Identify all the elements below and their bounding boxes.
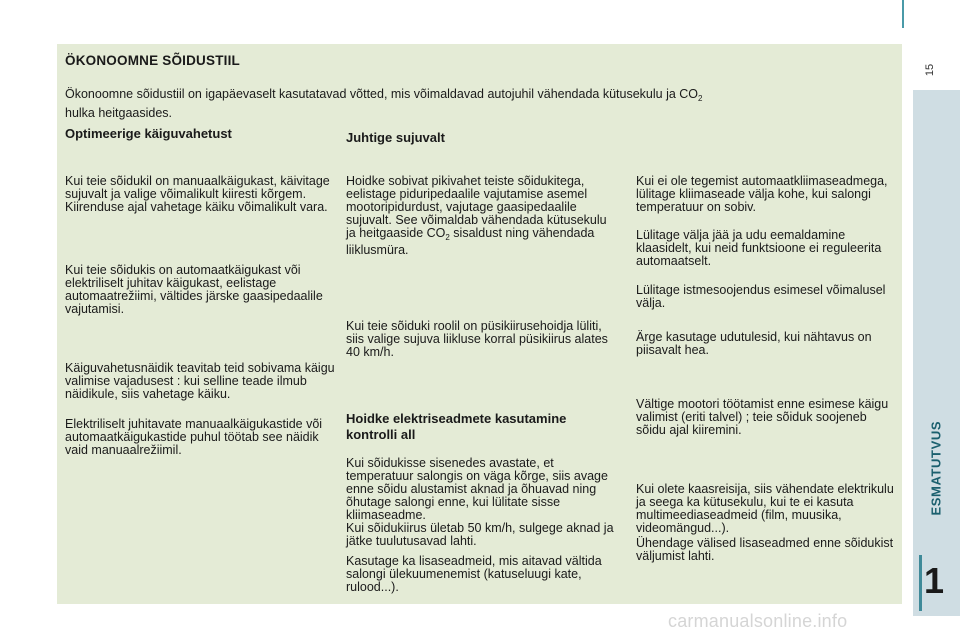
col3-paragraph-1: Kui ei ole tegemist automaatkliimaseadmega, lülitage kliimaseade välja kohe, kui salongi temperatuur on sobiv.: [636, 174, 888, 214]
col2-paragraph-4: Kui sõidukiirus ületab 50 km/h, sulgege aknad ja jätke tuulutusavad lahti.: [346, 521, 614, 548]
col3-paragraph-6: Kui olete kaasreisija, siis vähendate elektrikulu ja seega ka kütusekulu, kui te ei kasuta multimeediaseadmeid (film, muusika, videomängud...).: [636, 482, 894, 535]
chapter-accent-bar: [919, 555, 922, 611]
heading-electrical-devices: Hoidke elektriseadmete kasutamine kontrolli all: [346, 411, 567, 442]
top-accent-line: [902, 0, 904, 28]
heading-gear-shift: Optimeerige käiguvahetust: [65, 126, 232, 141]
intro-text: Ökonoomne sõidustiil on igapäevaselt kasutatavad võtted, mis võimaldavad autojuhil vähendada kütusekulu ja CO: [65, 87, 699, 101]
intro-paragraph: [65, 87, 885, 120]
col1-paragraph-3: Käiguvahetusnäidik teavitab teid sobivama käigu valimise vajadusest : kui selline teade ilmub näidikule, siis vahetage käiku.: [65, 361, 335, 401]
intro-subscript: 2: [698, 94, 703, 103]
col1-paragraph-2: Kui teie sõidukis on automaatkäigukast või elektriliselt juhitav käigukast, eelistage automaatrežiimi, vältides järske gaasipedaalile vajutamisi.: [65, 263, 323, 316]
col3-paragraph-5: Vältige mootori töötamist enne esimese käigu valimist (eriti talvel) ; teie sõiduk soojeneb sõidu ajal kiiremini.: [636, 397, 889, 437]
col3-paragraph-2: Lülitage välja jää ja udu eemaldamine klaasidelt, kui neid funktsioone ei reguleerita automaatselt.: [636, 228, 882, 268]
col2-paragraph-2: Kui teie sõiduki roolil on püsikiirusehoidja lüliti, siis valige sujuva liikluse korral püsikiirus alates 40 km/h.: [346, 319, 608, 359]
col3-paragraph-3: Lülitage istmesoojendus esimesel võimalusel välja.: [636, 283, 886, 310]
chapter-sidebar: [913, 90, 960, 616]
col2-p1-text: Hoidke sobivat pikivahet teiste sõidukitega, eelistage piduripedaalile vajutamise asemel mootoripidurdust, vajutage gaasipedaalile sujuvalt. See võimaldab vähendada kütusekulu ja heitgaaside CO: [346, 174, 607, 240]
col2-paragraph-3: Kui sõidukisse sisenedes avastate, et temperatuur salongis on väga kõrge, siis avage enne sõidu alustamist aknad ja õhuavad ning õhutage salongi enne, kui lülitate sisse kliimaseadme.: [346, 456, 608, 522]
chapter-number: 1: [924, 560, 945, 601]
col1-paragraph-4: Elektriliselt juhitavate manuaalkäigukastide või automaatkäigukastide puhul töötab see näidik vaid manuaalrežiimil.: [65, 417, 323, 457]
section-title: ÖKONOOMNE SÕIDUSTIIL: [65, 53, 241, 68]
heading-drive-smoothly: Juhtige sujuvalt: [346, 130, 445, 145]
chapter-label: ESMATUTVUS: [928, 420, 944, 516]
col2-p1-text-cont: sisaldust ning vähendada liiklusmüra.: [346, 226, 595, 257]
col2-paragraph-5: Kasutage ka lisaseadmeid, mis aitavad vältida salongi ülekuumenemist (katuseluugi kate, rulood...).: [346, 554, 602, 594]
col3-paragraph-4: Ärge kasutage udutulesid, kui nähtavus on piisavalt hea.: [636, 330, 872, 357]
col2-p1-subscript: 2: [445, 233, 450, 242]
page-number: 15: [924, 63, 936, 77]
col2-paragraph-1: [346, 175, 618, 257]
col1-paragraph-1: Kui teie sõidukil on manuaalkäigukast, käivitage sujuvalt ja valige võimalikult kiiresti kõrgem. Kiirenduse ajal vahetage käiku võimalikult vara.: [65, 174, 330, 214]
intro-text-cont: hulka heitgaasides.: [65, 106, 173, 120]
watermark: carmanualsonline.info: [668, 611, 848, 631]
col3-paragraph-7: Ühendage välised lisaseadmed enne sõidukist väljumist lahti.: [636, 536, 894, 563]
